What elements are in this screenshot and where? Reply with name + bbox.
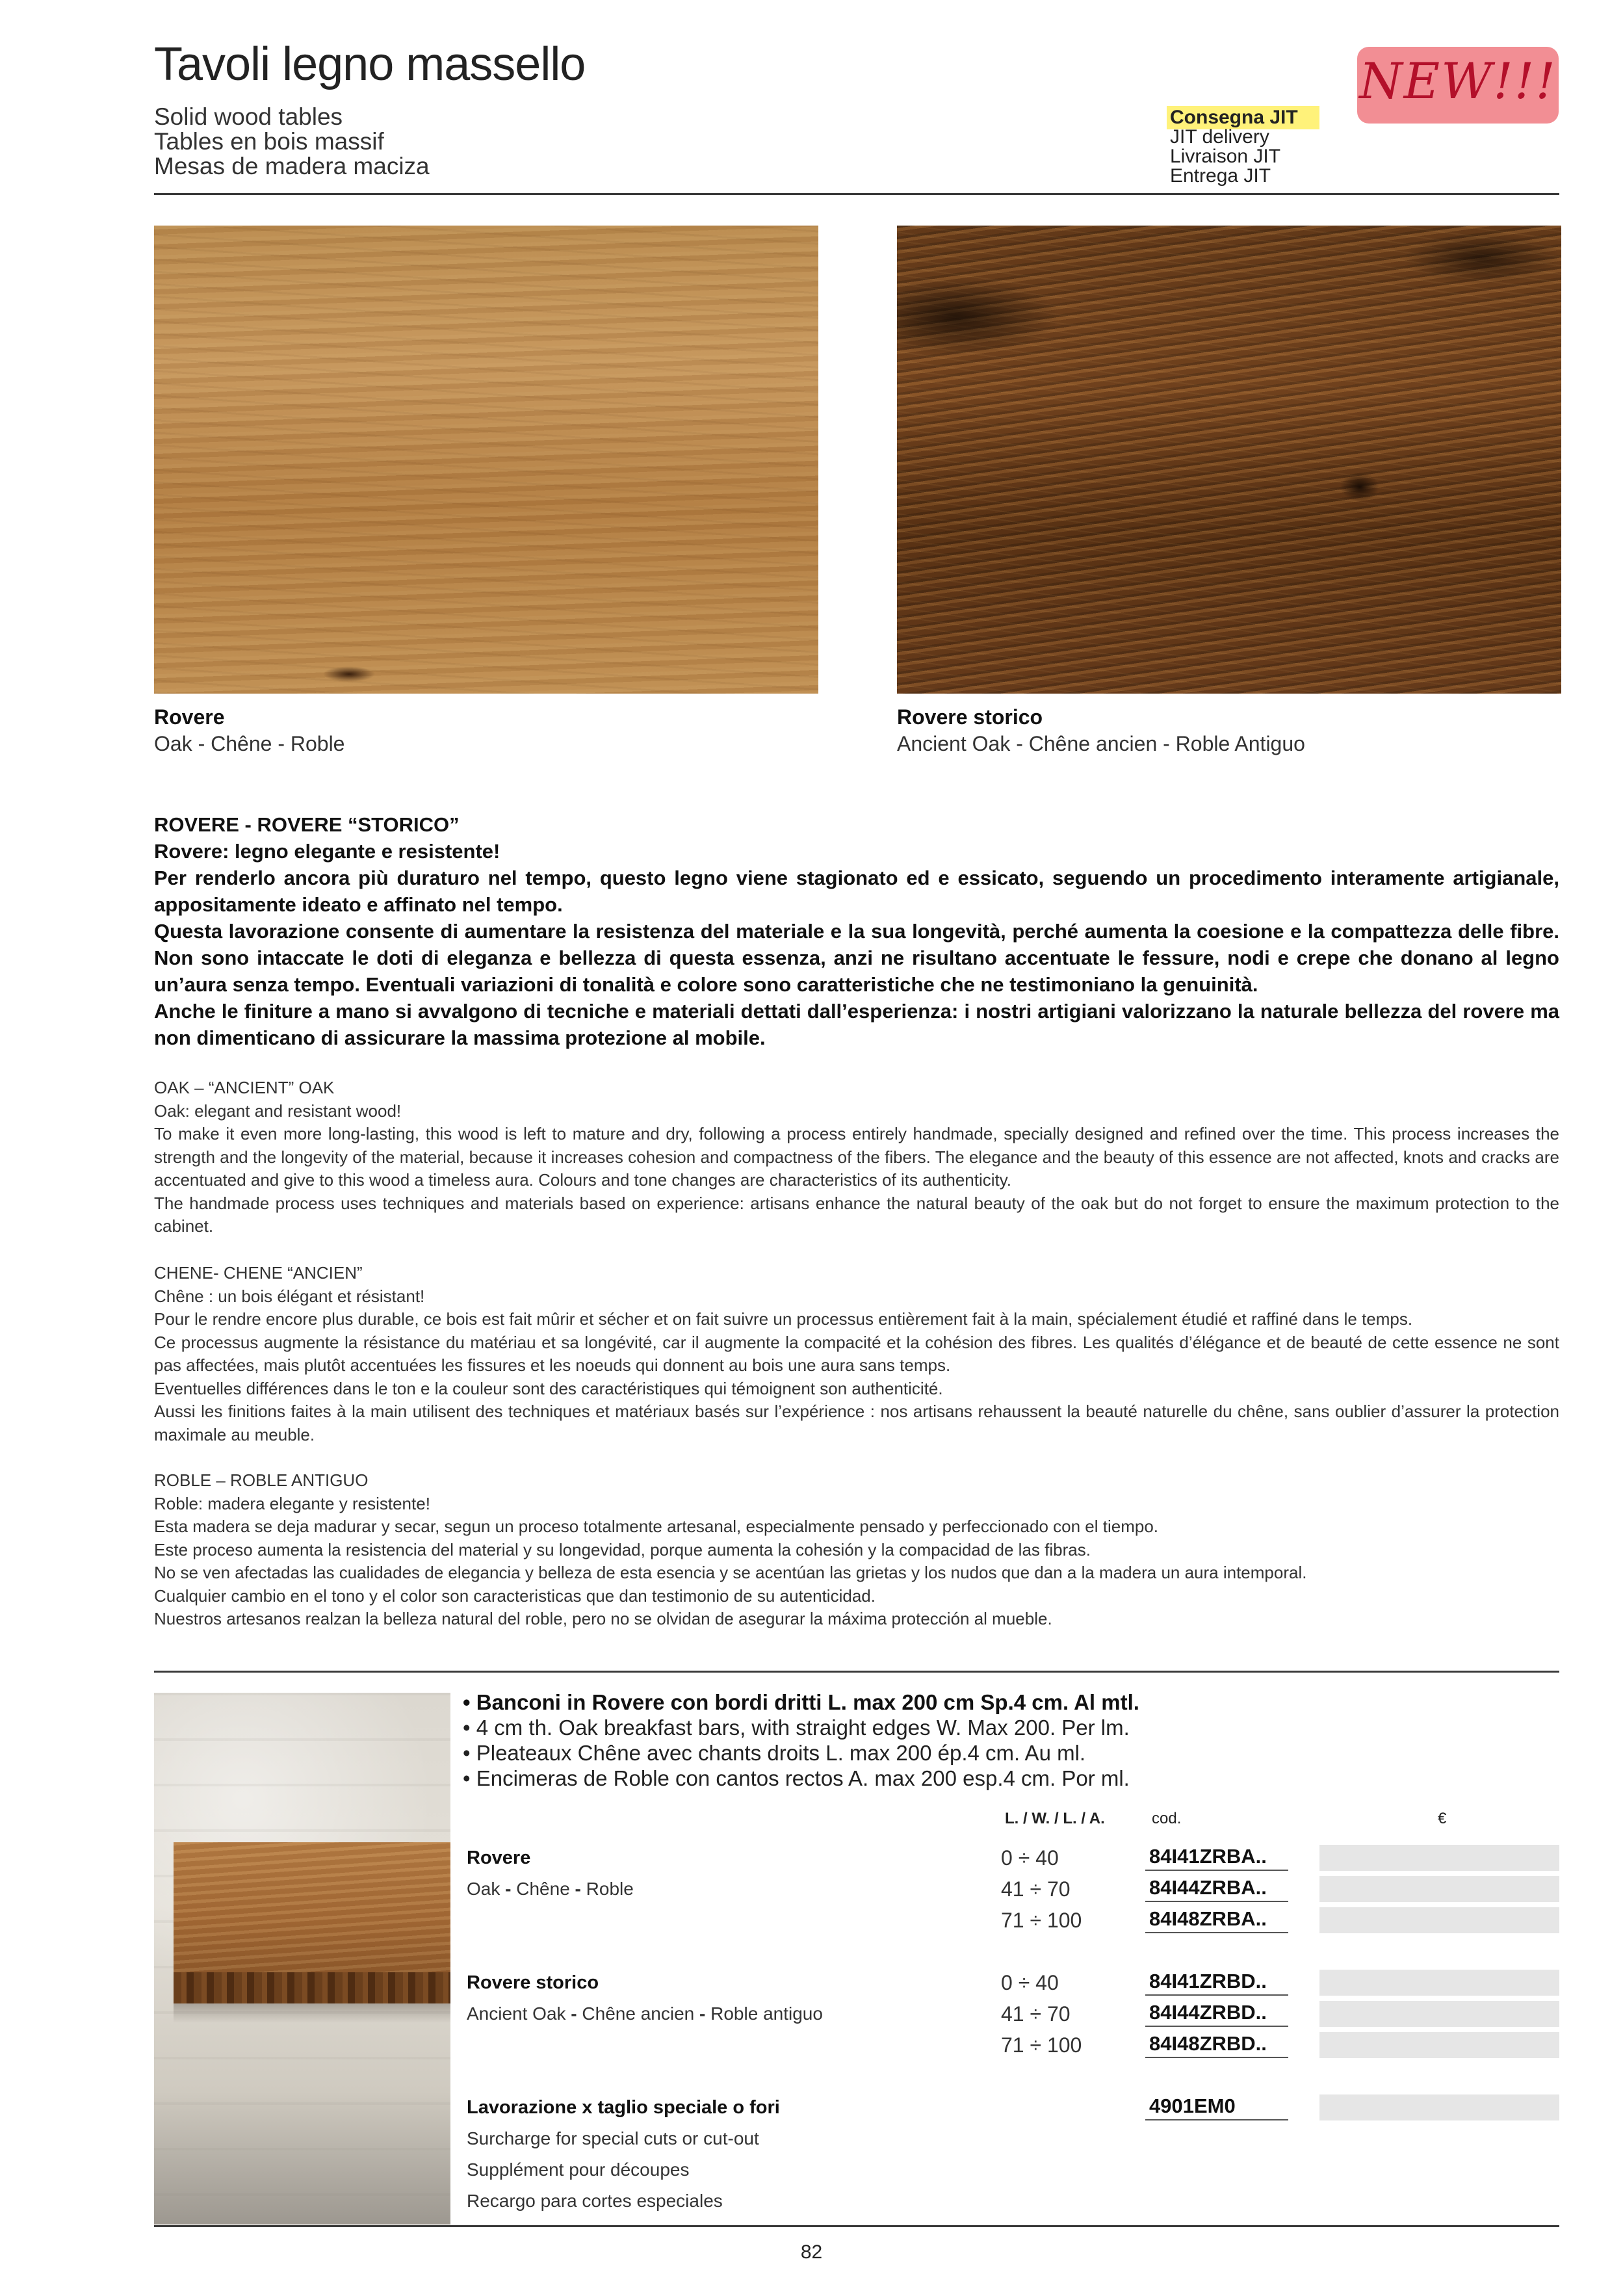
swatch-name-oak: Rovere [154, 705, 225, 729]
jit-line-fr: Livraison JIT [1170, 146, 1281, 167]
breakfast-bar-edge [174, 1972, 450, 2003]
row-code: 84I41ZRBD.. [1145, 1968, 1288, 1996]
product-bullet-en [463, 1715, 1130, 1740]
es-line: Nuestros artesanos realzan la belleza natural del roble, pero no se olvidan de asegurar la máxima protección al mueble. [154, 1609, 1052, 1628]
translation-separator: - [500, 1879, 517, 1899]
new-badge-text: NEW!!! [1359, 52, 1557, 110]
bullet-dot: • [463, 1690, 471, 1714]
footer-divider [154, 2225, 1559, 2227]
translation-part: Roble [586, 1879, 634, 1899]
row-code: 84I48ZRBA.. [1145, 1906, 1288, 1933]
row-dims: 71 ÷ 100 [1001, 1909, 1082, 1932]
translation-part: Oak [467, 1879, 500, 1899]
jit-line-en: JIT delivery [1170, 126, 1269, 148]
bullet-text: Encimeras de Roble con cantos rectos A. max 200 esp.4 cm. Por ml. [476, 1766, 1130, 1790]
surcharge-translation-es: Recargo para cortes especiales [467, 2191, 723, 2211]
surcharge-translation-fr: Supplément pour découpes [467, 2159, 690, 2180]
translation-part: Chêne [516, 1879, 570, 1899]
page-number: 82 [800, 2241, 823, 2263]
breakfast-bar-shadow [174, 2003, 450, 2023]
row-dims: 0 ÷ 40 [1001, 1846, 1059, 1870]
row-code: 84I44ZRBD.. [1145, 2000, 1288, 2027]
group-name-rovere-storico: Rovere storico [467, 1972, 599, 1993]
fr-line: Pour le rendre encore plus durable, ce bois est fait mûrir et sécher et on fait suivre un processus entièrement fait à la main, spécialement étudié et raffiné dans le temps. [154, 1309, 1413, 1329]
jit-line-es: Entrega JIT [1170, 165, 1271, 187]
it-line: Anche le finiture a mano si avvalgono di tecniche e materiali dettati dall’esperienza: i nostri artigiani valorizzano la naturale bellezza del rovere ma non dimenticano di assicurare la massima protezione al mobile. [154, 1000, 1559, 1049]
surcharge-name: Lavorazione x taglio speciale o fori [467, 2097, 780, 2118]
section-divider [154, 1671, 1559, 1673]
jit-title: Consegna JIT [1170, 107, 1298, 128]
swatch-translation-ancient-oak: Ancient Oak - Chêne ancien - Roble Antiguo [897, 732, 1305, 755]
it-line: Per renderlo ancora più duraturo nel tempo, questo legno viene stagionato ed e essicato, seguendo un procedimento interamente artigianale, appositamente ideato e affinato nel tempo. [154, 867, 1559, 916]
row-code: 84I41ZRBA.. [1145, 1844, 1288, 1871]
column-header-price: € [1438, 1810, 1447, 1827]
breakfast-bar-top [174, 1842, 450, 1972]
fr-heading: CHENE- CHENE “ANCIEN” [154, 1263, 363, 1283]
page-title: Tavoli legno massello [154, 38, 586, 90]
group-translation-rovere [467, 1879, 634, 1899]
swatch-name-ancient-oak: Rovere storico [897, 705, 1043, 729]
group-name-rovere: Rovere [467, 1847, 531, 1868]
row-price-cell [1319, 1907, 1559, 1933]
fr-line: Eventuelles différences dans le ton e la couleur sont des caractéristiques qui témoignent son authenticité. [154, 1378, 943, 1398]
product-bullet-it [463, 1690, 1139, 1715]
it-line: Rovere: legno elegante e resistente! [154, 840, 500, 863]
translation-separator: - [569, 1879, 586, 1899]
description-spanish [154, 1469, 1559, 1631]
row-price-cell [1319, 1845, 1559, 1871]
bullet-text: Banconi in Rovere con bordi dritti L. max 200 cm Sp.4 cm. Al mtl. [476, 1690, 1139, 1714]
description-italian [154, 811, 1559, 1051]
subtitle-fr: Tables en bois massif [154, 128, 384, 155]
translation-separator: - [565, 2003, 582, 2024]
row-price-cell [1319, 1876, 1559, 1902]
es-line: No se ven afectadas las cualidades de elegancia y belleza de esta esencia y se acentúan las grietas y los nudos que dan a la madera un aura intemporal. [154, 1563, 1307, 1582]
en-heading: OAK – “ANCIENT” OAK [154, 1078, 335, 1097]
group-translation-rovere-storico [467, 2003, 823, 2024]
fr-line: Ce processus augmente la résistance du matériau et sa longévité, car il augmente la compacité et la cohésion des fibres. Les qualités d’élégance et de beauté de cette essence ne sont pas affectées, mais plutôt accentuées les fissures et les noeuds qui donnent au bois une aura sans temps. [154, 1332, 1559, 1375]
translation-part: Chêne ancien [582, 2003, 695, 2024]
en-line: The handmade process uses techniques and materials based on experience: artisans enhance the natural beauty of the oak but do not forget to ensure the maximum protection to the cabinet. [154, 1193, 1559, 1236]
subtitle-en: Solid wood tables [154, 103, 343, 130]
bullet-dot: • [463, 1766, 471, 1790]
bullet-dot: • [463, 1741, 471, 1765]
row-dims: 41 ÷ 70 [1001, 1877, 1071, 1901]
description-english [154, 1076, 1559, 1238]
fr-line: Chêne : un bois élégant et résistant! [154, 1286, 425, 1306]
it-line: Questa lavorazione consente di aumentare la resistenza del materiale e la sua longevità, perché aumenta la coesione e la compattezza delle fibre. Non sono intaccate le doti di eleganza e bellezza di questa essenza, anzi ne risultano accentuate le fessure, nodi e crepe che donano al legno un’aura senza tempo. Eventuali variazioni di tonalità e colore sono caratteristiche che ne testimoniano la genuinità. [154, 920, 1559, 996]
row-dims: 41 ÷ 70 [1001, 2002, 1071, 2026]
surcharge-price-cell [1319, 2094, 1559, 2120]
en-line: Oak: elegant and resistant wood! [154, 1101, 402, 1121]
en-line: To make it even more long-lasting, this wood is left to mature and dry, following a process entirely handmade, specially designed and refined over the time. This process increases the strength and the longevity of the material, because it increases cohesion and compactness of the fibers. The elegance and the beauty of this essence are not affected, knots and cracks are accentuated and give to this wood a timeless aura. Colours and tone changes are characteristics of its authenticity. [154, 1124, 1559, 1190]
es-line: Esta madera se deja madurar y secar, segun un proceso totalmente artesanal, especialmente pensado y perfeccionado con el tiempo. [154, 1517, 1159, 1536]
product-bullet-es [463, 1766, 1130, 1791]
row-code: 84I44ZRBA.. [1145, 1875, 1288, 1902]
row-price-cell [1319, 2032, 1559, 2058]
translation-separator: - [694, 2003, 711, 2024]
breakfast-bar-image [154, 1693, 450, 2224]
fr-line: Aussi les finitions faites à la main utilisent des techniques et matériaux basés sur l’expérience : nos artisans rehaussent la beauté naturelle du chêne, sans oublier d’assurer la protection maximale au meuble. [154, 1402, 1559, 1444]
subtitle-es: Mesas de madera maciza [154, 153, 430, 179]
row-price-cell [1319, 2001, 1559, 2027]
es-line: Este proceso aumenta la resistencia del material y su longevidad, porque aumenta la cohesión y la compacidad de las fibras. [154, 1539, 1091, 1559]
row-price-cell [1319, 1970, 1559, 1996]
oak-swatch-image [154, 226, 818, 694]
bullet-text: Pleateaux Chêne avec chants droits L. max 200 ép.4 cm. Au ml. [476, 1741, 1086, 1765]
row-dims: 0 ÷ 40 [1001, 1971, 1059, 1994]
translation-part: Ancient Oak [467, 2003, 566, 2024]
surcharge-code: 4901EM0 [1145, 2093, 1288, 2120]
row-dims: 71 ÷ 100 [1001, 2033, 1082, 2057]
column-header-dims: L. / W. / L. / A. [1005, 1810, 1105, 1827]
es-line: Cualquier cambio en el tono y el color son caracteristicas que dan testimonio de su autenticidad. [154, 1585, 876, 1606]
row-code: 84I48ZRBD.. [1145, 2031, 1288, 2058]
bullet-text: 4 cm th. Oak breakfast bars, with straight edges W. Max 200. Per lm. [476, 1715, 1130, 1740]
ancient-oak-swatch-image [897, 226, 1561, 694]
bullet-dot: • [463, 1715, 471, 1740]
swatch-translation-oak: Oak - Chêne - Roble [154, 732, 345, 755]
description-french [154, 1262, 1559, 1446]
product-bullet-fr [463, 1741, 1085, 1766]
es-line: Roble: madera elegante y resistente! [154, 1493, 430, 1513]
es-heading: ROBLE – ROBLE ANTIGUO [154, 1470, 369, 1490]
column-header-code: cod. [1152, 1810, 1182, 1827]
translation-part: Roble antiguo [710, 2003, 823, 2024]
surcharge-translation-en: Surcharge for special cuts or cut-out [467, 2128, 759, 2148]
it-heading: ROVERE - ROVERE “STORICO” [154, 813, 460, 836]
header-divider [154, 193, 1559, 195]
